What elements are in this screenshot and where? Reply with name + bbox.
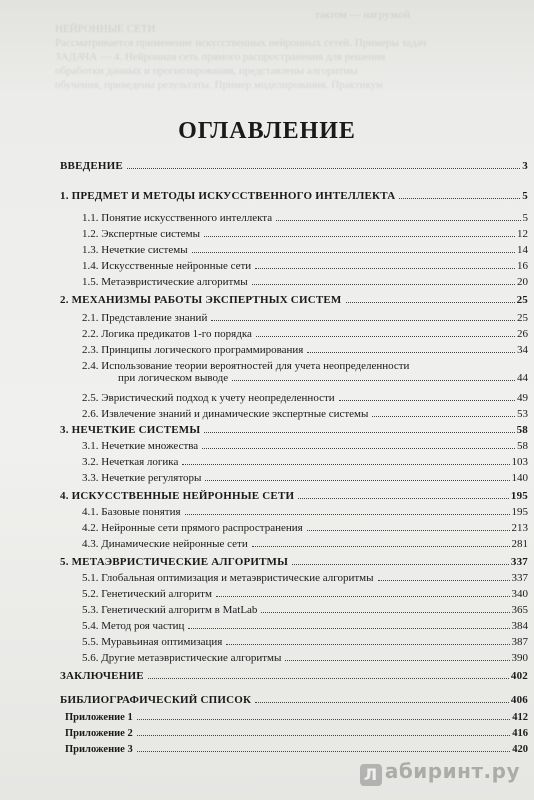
toc-page-number: 412 [512, 712, 528, 723]
toc-entry[interactable] [82, 652, 528, 664]
toc-entry-label: 4.2. Нейронные сети прямого распространения [82, 522, 303, 534]
toc-page-number: 34 [517, 344, 528, 356]
toc-page-number: 390 [511, 652, 528, 664]
dot-leader [182, 464, 509, 465]
toc-entry[interactable] [82, 538, 528, 550]
dot-leader [202, 448, 515, 449]
toc-page-number: 25 [517, 312, 528, 324]
toc-entry[interactable] [82, 212, 528, 224]
labirint-logo-icon: Л [360, 764, 382, 786]
toc-entry-label: 1. ПРЕДМЕТ И МЕТОДЫ ИСКУССТВЕННОГО ИНТЕЛЛЕКТА [60, 190, 396, 202]
toc-entry[interactable] [82, 228, 528, 240]
toc-entry-label: 2.4. Использование теории вероятностей для учета неопределенности [82, 360, 410, 372]
toc-section[interactable] [60, 424, 528, 436]
toc-entry[interactable] [82, 244, 528, 256]
toc-section[interactable] [60, 490, 528, 502]
toc-section[interactable] [60, 294, 528, 306]
toc-entry-label: 1.5. Метаэвристические алгоритмы [82, 276, 248, 288]
toc-page-number: 44 [517, 372, 528, 384]
dot-leader [204, 432, 514, 433]
toc-entry-label: 2. МЕХАНИЗМЫ РАБОТЫ ЭКСПЕРТНЫХ СИСТЕМ [60, 294, 342, 306]
toc-entry-label: 2.5. Эвристический подход к учету неопределенности [82, 392, 335, 404]
toc-page-number: 337 [510, 556, 528, 568]
toc-entry[interactable] [82, 604, 528, 616]
bleed-line: обучения, приведены результаты. Пример моделирования. Практикум [55, 79, 383, 91]
toc-page-number: 3 [522, 160, 528, 172]
toc-entry-label: Приложение 1 [65, 712, 133, 723]
toc-entry-label: 1.4. Искусственные нейронные сети [82, 260, 252, 272]
toc-page-number: 25 [516, 294, 528, 306]
dot-leader [188, 628, 509, 629]
toc-entry-label: 3.3. Нечеткие регуляторы [82, 472, 202, 484]
toc-entry[interactable] [82, 620, 528, 632]
toc-section[interactable] [60, 694, 528, 706]
dot-leader [255, 268, 515, 269]
bleed-line: ЗАДАЧА — 4. Нейронная сеть прямого распространения для решения [55, 51, 386, 63]
toc-appendix[interactable] [65, 728, 528, 739]
toc-entry[interactable] [82, 360, 528, 384]
dot-leader [346, 302, 515, 303]
dot-leader [137, 719, 511, 720]
toc-entry-label: 4.1. Базовые понятия [82, 506, 181, 518]
toc-page-number: 26 [517, 328, 528, 340]
toc-page-number: 406 [510, 694, 528, 706]
toc-page-number: 53 [517, 408, 528, 420]
toc-entry-label-cont: при логическом выводе [118, 372, 229, 384]
toc-entry-label: 5.2. Генетический алгоритм [82, 588, 212, 600]
toc-entry-label: Приложение 3 [65, 744, 133, 755]
dot-leader [232, 380, 515, 381]
toc-page-number: 281 [511, 538, 528, 550]
toc-entry[interactable] [82, 522, 528, 534]
toc-page-number: 20 [517, 276, 528, 288]
toc-entry[interactable] [82, 456, 528, 468]
toc-page-number: 103 [511, 456, 528, 468]
toc-entry-label: 3. НЕЧЕТКИЕ СИСТЕМЫ [60, 424, 201, 436]
toc-page-number: 140 [511, 472, 528, 484]
dot-leader [255, 702, 509, 703]
dot-leader [148, 678, 509, 679]
toc-entry[interactable] [82, 472, 528, 484]
dot-leader [185, 514, 510, 515]
dot-leader [252, 284, 515, 285]
toc-section[interactable] [60, 670, 528, 682]
dot-leader [204, 236, 515, 237]
toc-entry[interactable] [82, 506, 528, 518]
dot-leader [339, 400, 515, 401]
toc-entry-label: 5.3. Генетический алгоритм в MatLab [82, 604, 258, 616]
toc-page-number: 49 [517, 392, 528, 404]
toc-page-number: 384 [511, 620, 528, 632]
dot-leader [252, 546, 510, 547]
watermark [360, 759, 520, 786]
toc-entry-label: 3.2. Нечеткая логика [82, 456, 179, 468]
toc-appendix[interactable] [65, 744, 528, 755]
dot-leader [192, 252, 515, 253]
watermark-text: абиринт.ру [384, 759, 520, 783]
dot-leader [307, 352, 515, 353]
dot-leader [261, 612, 509, 613]
toc-page-number: 195 [510, 490, 528, 502]
toc-entry[interactable] [82, 440, 528, 452]
toc-entry-label: 5.4. Метод роя частиц [82, 620, 185, 632]
toc-entry-label: 5.1. Глобальная оптимизация и метаэвристические алгоритмы [82, 572, 374, 584]
toc-entry-label: 1.2. Экспертные системы [82, 228, 200, 240]
toc-page-number: 337 [511, 572, 528, 584]
toc-entry-label: 5.5. Муравьиная оптимизация [82, 636, 223, 648]
dot-leader [211, 320, 515, 321]
toc-page-number: 58 [517, 440, 528, 452]
dot-leader [137, 735, 511, 736]
dot-leader [292, 564, 509, 565]
toc-entry[interactable] [82, 408, 528, 420]
toc-page-number: 340 [511, 588, 528, 600]
dot-leader [256, 336, 515, 337]
toc-entry[interactable] [82, 344, 528, 356]
toc-section[interactable] [60, 190, 528, 202]
toc-entry[interactable] [82, 572, 528, 584]
toc-page-number: 365 [511, 604, 528, 616]
toc-entry-label: 2.6. Извлечение знаний и динамические экспертные системы [82, 408, 369, 420]
toc-appendix[interactable] [65, 712, 528, 723]
dot-leader [127, 168, 520, 169]
toc-entry[interactable] [82, 328, 528, 340]
toc-entry[interactable] [82, 276, 528, 288]
toc-page-number: 195 [511, 506, 528, 518]
toc-entry-label: ЗАКЛЮЧЕНИЕ [60, 670, 144, 682]
dot-leader [137, 751, 511, 752]
toc-entry-label: 5. МЕТАЭВРИСТИЧЕСКИЕ АЛГОРИТМЫ [60, 556, 289, 568]
toc-entry-label: 1.1. Понятие искусственного интеллекта [82, 212, 273, 224]
toc-entry[interactable] [82, 260, 528, 272]
toc-entry-label: 2.3. Принципы логического программирования [82, 344, 304, 356]
bleed-line: тактом — нагрузкой [315, 9, 411, 21]
toc-page-number: 16 [517, 260, 528, 272]
toc-entry-label: ВВЕДЕНИЕ [60, 160, 123, 172]
dot-leader [205, 480, 509, 481]
bleed-line: обработки данных и прогнозирования, представлены алгоритмы [55, 65, 358, 77]
toc-entry[interactable] [82, 588, 528, 600]
toc-section[interactable] [60, 160, 528, 172]
toc-entry-label: 2.2. Логика предикатов 1-го порядка [82, 328, 252, 340]
toc-entry-label: 5.6. Другие метаэвристические алгоритмы [82, 652, 282, 664]
dot-leader [298, 498, 509, 499]
toc-entry[interactable] [82, 392, 528, 404]
toc-page-number: 58 [516, 424, 528, 436]
toc-entry-label: 4.3. Динамические нейронные сети [82, 538, 248, 550]
toc-entry-label: 3.1. Нечеткие множества [82, 440, 199, 452]
dot-leader [378, 580, 510, 581]
toc-entry-label: Приложение 2 [65, 728, 133, 739]
dot-leader [276, 220, 520, 221]
toc-page-number: 420 [512, 744, 528, 755]
toc-page-number: 213 [511, 522, 528, 534]
toc-page-number: 5 [522, 190, 528, 202]
page-title: ОГЛАВЛЕНИЕ [178, 118, 356, 144]
toc-page-number: 12 [517, 228, 528, 240]
toc-page-number: 416 [512, 728, 528, 739]
toc-entry-label: 1.3. Нечеткие системы [82, 244, 188, 256]
dot-leader [399, 198, 520, 199]
dot-leader [372, 416, 515, 417]
toc-section[interactable] [60, 556, 528, 568]
bleed-line: НЕЙРОННЫЕ СЕТИ [55, 23, 156, 35]
dot-leader [216, 596, 510, 597]
dot-leader [285, 660, 509, 661]
toc-entry-label: БИБЛИОГРАФИЧЕСКИЙ СПИСОК [60, 694, 252, 706]
toc-entry[interactable] [82, 312, 528, 324]
dot-leader [307, 530, 510, 531]
bleed-line: Рассматривается применение искусственных нейронных сетей. Примеры задач [55, 37, 427, 49]
toc-page-number: 387 [511, 636, 528, 648]
toc-page-number: 5 [522, 212, 528, 224]
toc-entry-label: 2.1. Представление знаний [82, 312, 208, 324]
toc-page-number: 14 [517, 244, 528, 256]
toc-entry-label: 4. ИСКУССТВЕННЫЕ НЕЙРОННЫЕ СЕТИ [60, 490, 295, 502]
toc-entry[interactable] [82, 636, 528, 648]
toc-page-number: 402 [510, 670, 528, 682]
dot-leader [226, 644, 509, 645]
